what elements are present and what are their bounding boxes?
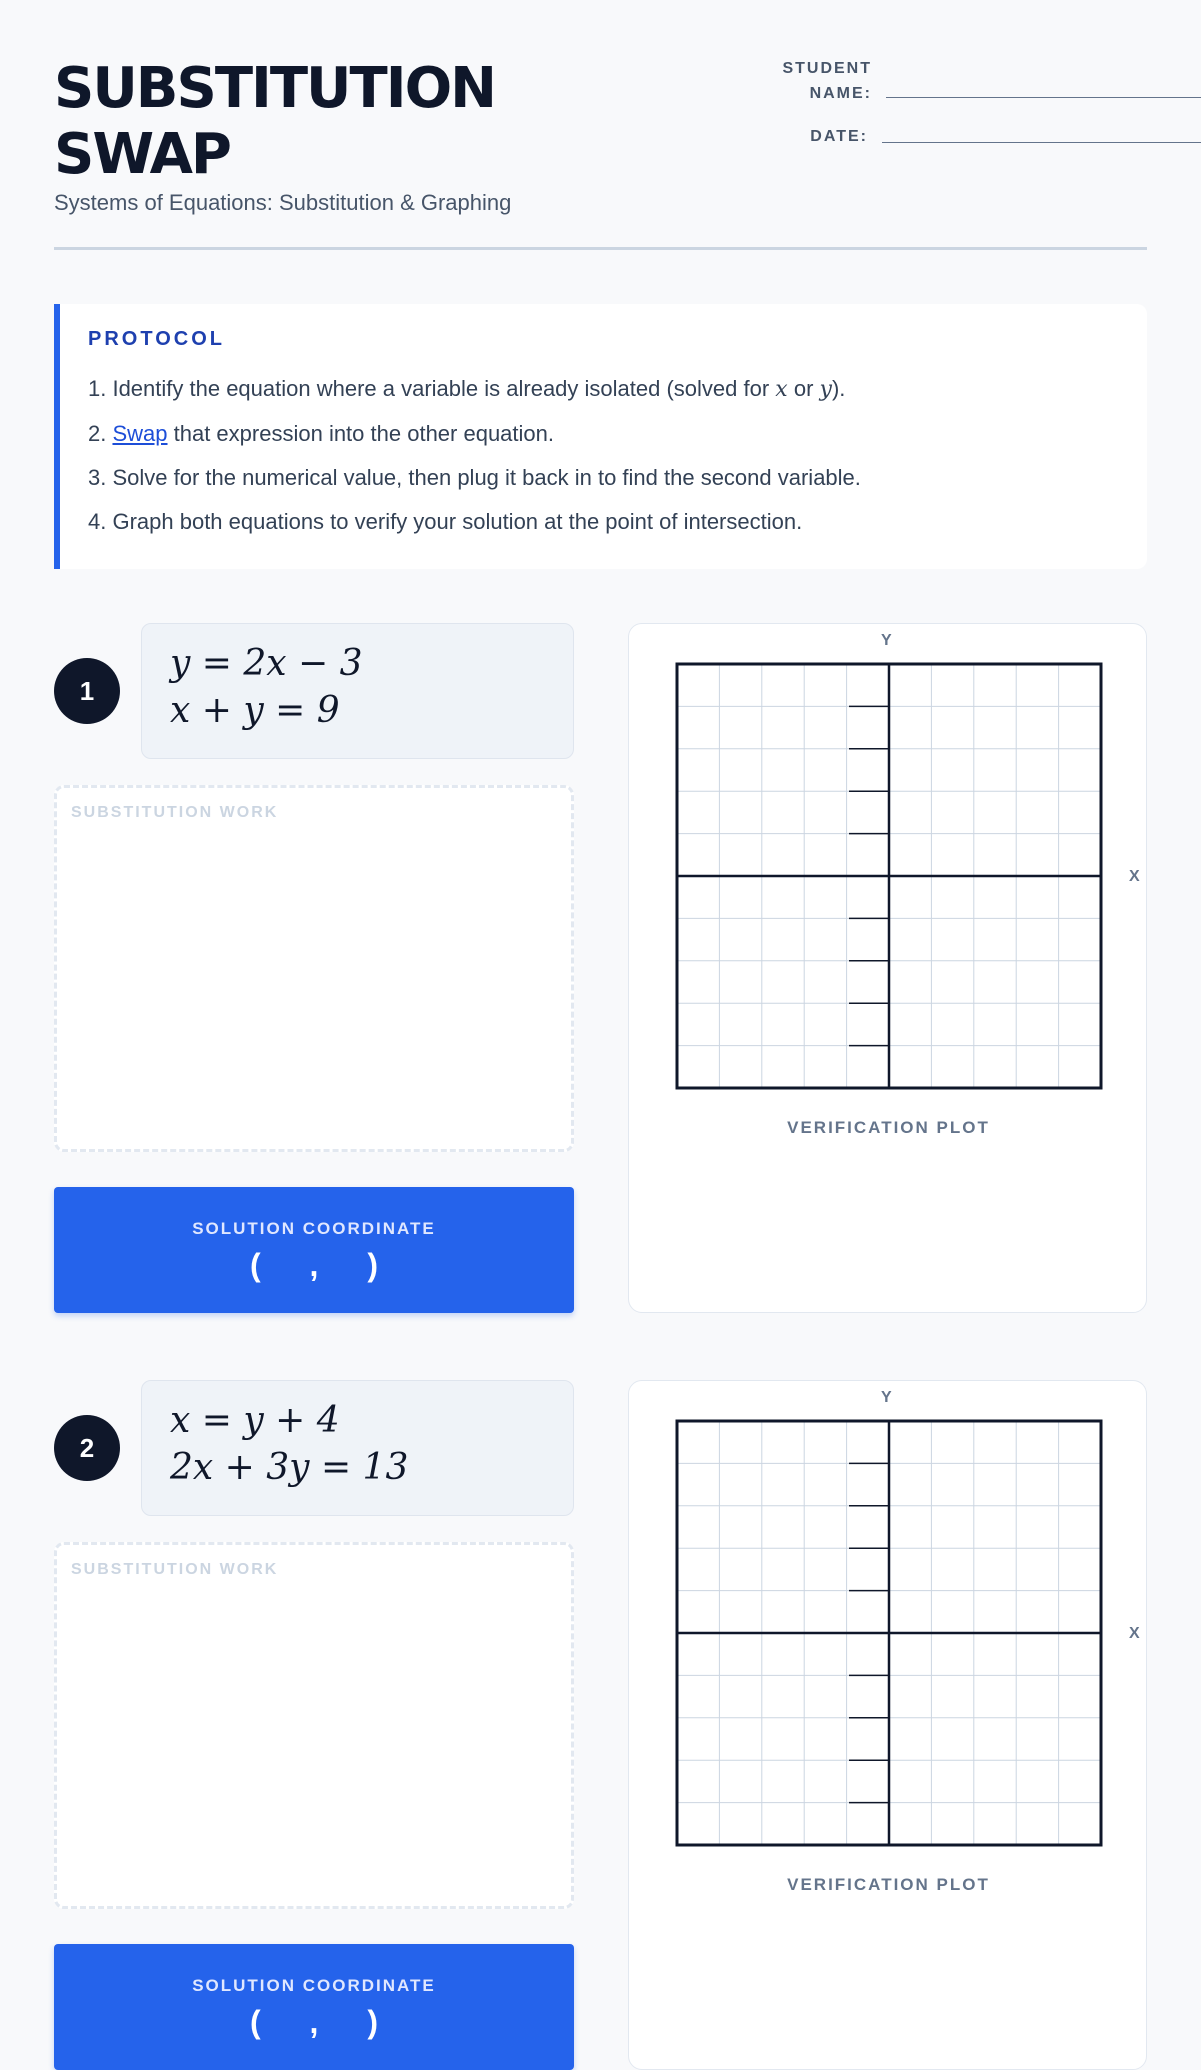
step-1-end: ). [831, 376, 846, 401]
equation-1: x = y + 4 [170, 1400, 340, 1441]
protocol-step-2 [88, 412, 1147, 456]
plot-caption: VERIFICATION PLOT [787, 1875, 990, 1894]
date-label: DATE: [810, 128, 868, 145]
step-2-text: that expression into the other equation. [167, 421, 554, 446]
problem-2 [54, 1380, 1147, 2070]
equation-2: 2x + 3y = 13 [170, 1447, 409, 1488]
equation-1: y = 2x − 3 [170, 643, 363, 684]
date-field[interactable] [732, 124, 1201, 149]
student-name-line[interactable] [886, 96, 1201, 98]
work-area-label: SUBSTITUTION WORK [71, 1561, 279, 1578]
y-axis-label: Y [881, 632, 893, 649]
equation-system [141, 623, 574, 759]
problem-number-badge: 2 [54, 1415, 120, 1481]
substitution-work-area[interactable] [54, 785, 574, 1152]
substitution-work-area[interactable] [54, 1542, 574, 1909]
step-1-var-y: y [819, 377, 832, 402]
equation-2: x + y = 9 [170, 690, 340, 731]
plot-caption: VERIFICATION PLOT [787, 1118, 990, 1137]
protocol-step-4: 4. Graph both equations to verify your solution at the point of intersection. [88, 509, 803, 534]
x-axis-label: X [1129, 868, 1141, 885]
verification-graph-card [628, 623, 1147, 1313]
y-axis-label: Y [881, 1389, 893, 1406]
work-area-label: SUBSTITUTION WORK [71, 804, 279, 821]
problem-number-badge: 1 [54, 658, 120, 724]
protocol-step-3: 3. Solve for the numerical value, then plug it back in to find the second variable. [88, 465, 861, 490]
problem-1 [54, 623, 1147, 1313]
verification-graph-card [628, 1380, 1147, 2070]
protocol-step-1 [88, 367, 1147, 412]
coordinate-grid[interactable] [675, 1419, 1103, 1847]
protocol-title: PROTOCOL [88, 328, 225, 350]
equation-system [141, 1380, 574, 1516]
x-axis-label: X [1129, 1625, 1141, 1642]
solution-label: SOLUTION COORDINATE [192, 1219, 436, 1238]
coordinate-grid[interactable] [675, 662, 1103, 1090]
protocol-steps [88, 367, 1147, 544]
solution-coordinate-box[interactable] [54, 1187, 574, 1313]
solution-label: SOLUTION COORDINATE [192, 1976, 436, 1995]
date-line[interactable] [882, 141, 1201, 143]
step-2-number: 2. [88, 421, 113, 446]
protocol-panel [54, 304, 1147, 569]
step-1-text: 1. Identify the equation where a variable is already isolated (solved for [88, 376, 776, 401]
step-1-var-x: x [775, 377, 788, 402]
swap-link[interactable]: Swap [112, 421, 168, 446]
page-subtitle: Systems of Equations: Substitution & Graphing [54, 190, 512, 215]
solution-coordinate[interactable]: ( , ) [250, 2004, 378, 2040]
student-name-label: STUDENT NAME: [782, 60, 872, 102]
solution-coordinate[interactable]: ( , ) [250, 1247, 378, 1283]
student-name-field[interactable] [732, 56, 1201, 106]
page-title: SUBSTITUTION SWAP [54, 56, 496, 187]
worksheet-header [54, 56, 1147, 250]
solution-coordinate-box[interactable] [54, 1944, 574, 2070]
step-1-or: or [787, 376, 820, 401]
